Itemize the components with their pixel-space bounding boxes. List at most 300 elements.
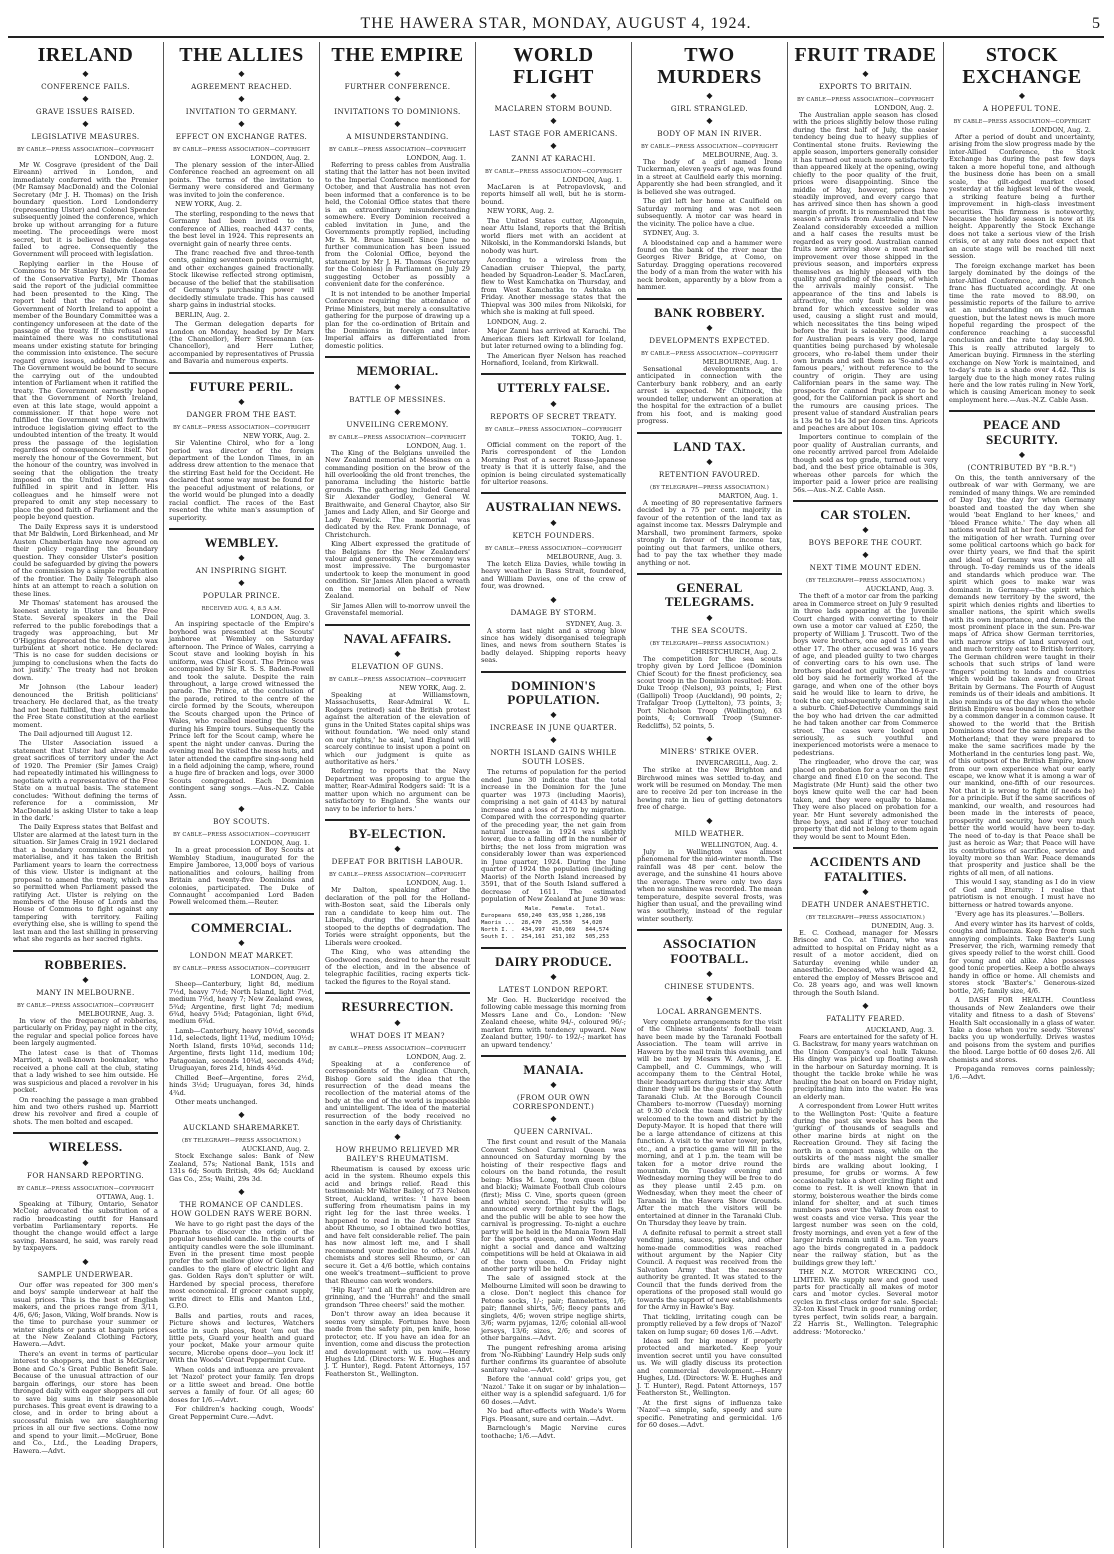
divider-diamond-icon: ◆ xyxy=(82,974,89,984)
divider-diamond-icon: ◆ xyxy=(550,735,557,745)
dateline: MELBOURNE, Aug. 3. xyxy=(78,1009,154,1018)
dateline: OTTAWA, Aug. 1. xyxy=(96,1192,154,1201)
article-subheading: MACLAREN STORM BOUND. xyxy=(494,104,613,113)
article-subheading: GIRL STRANGLED. xyxy=(670,104,749,113)
dateline: LONDON, Aug. 1. xyxy=(406,879,466,888)
divider-diamond-icon: ◆ xyxy=(862,550,869,560)
article xyxy=(325,624,470,814)
article-paragraph: The sterling, responding to the news that Germany had been invited to the conference of Allies, reached 4437 cents, the best level in 1924. This represents an overnight gain of nearly three cents. xyxy=(169,209,314,248)
divider-diamond-icon: ◆ xyxy=(862,886,869,896)
article-paragraph: The Dail adjourned till August 12. xyxy=(19,729,133,738)
article-headline: PEACE AND SECURITY. xyxy=(983,417,1061,447)
article-subheading: HOW RHEUMO RELIEVED MR BAILEY'S RHEUMATISM. xyxy=(335,1144,460,1163)
cable-credit: BY CABLE—PRESS ASSOCIATION—COPYRIGHT xyxy=(641,144,778,150)
article-paragraph: According to a wireless from the Canadian cruiser Thiepval, the party, headed by Squadron-Leader S. MacLaren, flew to West Kamchatka on Thursday, and from West Kamchatka to Ashtaka on Friday. Another message states that the Thiepval was 300 miles from Nikolski, for which she is making at full speed. xyxy=(481,256,626,317)
dateline: LONDON, Aug. 2. xyxy=(1031,126,1091,134)
article-paragraph: The ringleader, who drove the car, was placed on probation for a year on the first charge and fined £10 on the second. The Magistrate (Mr Hunt) said the other two boys knew quite well the car had been taken, and they were equally to blame. They were also placed on probation for a year. Mr Hunt severely admonished the three boys, and said if they ever touched property that did not belong to them again they would be sent to Mount Eden. xyxy=(793,758,938,841)
divider-diamond-icon: ◆ xyxy=(550,517,557,527)
divider-diamond-icon: ◆ xyxy=(550,594,557,604)
article-paragraph: King Albert expressed the gratitude of the Belgians for the New Zealanders' valour and generosity. The ceremony was most impressive. The burgomaster undertook to keep the monument in good condition. Sir James Allen placed a wreath on the memorial on behalf of New Zealand. xyxy=(325,540,470,601)
article xyxy=(637,573,782,730)
article-subheading: (FROM OUR OWN CORRESPONDENT.) xyxy=(512,1093,595,1112)
article-paragraph: The theft of a motor car from the parking area in Commerce street on July 9 resulted in three lads appearing at the Juvenile Court charged with converting to their own use a motor car valued at £250, the property of William J. Truscott. Two of the boys were brothers, one aged 15 and the other 17. The other accused was 16 years of age, and pleaded guilty to two charges of converting cars to his own use. The brothers pleaded not guilty. The 16-year-old boy said he formerly worked at the garage, and when one of the other boys said he would like to learn to drive, he took the car, subsequently abandoning it in a suburb. Chief-Detective Cummings said the boy who had driven the car admitted he had taken another car from Commerce street. The cases were looked upon seriously, as such youthful and inexperienced motorists were a menace to pedestrians. xyxy=(793,592,938,757)
article-paragraph: On this, the tenth anniversary of the outbreak of war with Germany, we are reminded of many things. We are reminded of Day Day, the day for when Germany boasted and toasted the day when she would 'beat England to her knees,' and 'bleed France white.' The day when all nations would fall at her feet and plead for the mitigation of her wrath. Turning over some political cartoons which go back for over thirty years, we find that the spirit and ideal of Germany was the same all through. To-day reminds us of the ideals and standards which produce war. The spirit which goes to make war was dominant in Germany—the spirit which demands new territory by the sword, the spirit which denies rights and liberties to smaller nations, the spirit which swells with its own importance, and demands the most prominent place in the sun. Pre-war maps of Africa show German territories, with narrow strips of land surveyed out, and much territory east to British territory. The German children were taught in their schools that such strips of land were 'fingers' pointing to lands and countries which would be taken away from Great Britain by Germans. The Fourth of August reminds us of their ideals and ambitions. It also reminds us of the day when the whole British Empire was bound in close together by a common danger in a common cause. It showed to the world that the British Dominions stood for the same ideals as the Motherland; that they were prepared to make the same sacrifices made by the Motherland in the centuries long past. We, of this outpost of the British Empire, know from our own experience what our early escape, we know what it is among a war of our mankind, one-fifth of our resources. Not that it is wrong to fight (if needs be) for a principle. But if the same sacrifices of mankind, our wealth, and resources had been made in the interests of peace, prosperity and security, how very much better the world would have been to-day. The need of to-day is that Peace shall be just as heroic as War; that Peace will have its contributions of sacrifice, service and loyalty more so than War. Peace demands that prosperity and justice shall be the rights of all men, of all nations. xyxy=(949,473,1095,877)
article-subheading: (CONTRIBUTED BY "B.R.") xyxy=(967,462,1077,472)
article-paragraph: Barnclough's Magic Nervine cures toothache; 1/6.—Advt. xyxy=(481,1424,626,1440)
article-paragraph: 'Every age has its pleasures.'—Bollers. xyxy=(955,910,1085,919)
divider-diamond-icon: ◆ xyxy=(706,91,713,100)
article-paragraph: NEW YORK, Aug. 2. xyxy=(175,200,243,209)
cable-credit: BY CABLE—PRESS ASSOCIATION—COPYRIGHT xyxy=(173,966,310,973)
dateline: WELLINGTON, Aug. 4. xyxy=(700,840,778,849)
article-paragraph: The sale of assigned stock at the Melbourne Limited will soon be drawing to a close. Don't neglect this chance for Petone socks, 1/-; pair; flannelettes, 1/6; pair; flannel shirts, 5/6; fleecy pants and singlets, 4/6; woven stripe neglige shirts, 3/6; warm pyjamas, 12/6; colonial all-wool jerseys, 13/6; sizes, 2/6; and scores of other bargains.—Advt. xyxy=(481,1274,626,1343)
article-paragraph: Chilled Beef—Argentine, fores 2½d, hinds 3½d; Uruguayan, fores 3d, hinds 4¾d. xyxy=(169,1073,314,1097)
masthead xyxy=(8,8,1104,38)
dateline: NEW YORK, Aug. 2. xyxy=(242,432,310,441)
article-paragraph: The Ulster Association issued a statement that Ulster had already made great sacrifices of territory under the Act of 1920. The Premier (Sir James Craig) had repeatedly intimated his willingness to negotiate with a representative of the Free State on a mutual basis. The statement concludes: 'Without defining the terms of reference for a commission, Mr MacDonald is asking Ulster to take a leap in the dark.' xyxy=(13,739,158,822)
column-7 xyxy=(944,42,1100,1548)
divider-diamond-icon: ◆ xyxy=(550,398,557,408)
divider-diamond-icon: ◆ xyxy=(82,119,89,128)
divider-diamond-icon: ◆ xyxy=(706,993,713,1003)
article-paragraph: And every winter has its harvest of colds, coughs and influenza. Keep free from such annoying complaints. Take Baxter's Lung Preserver, the rich, warming remedy that gives speedy relief to the worst chill. Good for young and old alike. Also possesses good tonic properties. Keep a bottle always handy in office or home. All chemists and stores stock 'Baxter's.' Generous-sized bottle, 2/6; family size, 4/6. xyxy=(949,919,1095,995)
divider-diamond-icon: ◆ xyxy=(238,553,245,563)
divider-diamond-icon: ◆ xyxy=(706,734,713,744)
article-subheading: CHINESE STUDENTS. xyxy=(664,981,755,991)
article-headline: FRUIT TRADE xyxy=(794,44,937,66)
article-paragraph: Mr W. Cosgrave (president of the Dail Eireann) arrived in London, and immediately conferred with the Premier (Mr Ramsay MacDonald) and the Colonial Secretary (Mr J. H. Thomas) on the Irish boundary question. Lord Londonderry (representing Ulster) and Colonel Spender subsequently joined the conference, which broke up without arranging for a future meeting. The proceedings were most secret, but it is believed the delegates failed to agree. Consequently the Government will proceed with legislation. xyxy=(13,161,158,259)
dateline: AUCKLAND, Aug. 3. xyxy=(865,585,934,594)
article-paragraph: The girl left her home at Caulfield on Saturday morning and was not seen subsequently. A motor car was heard in the vicinity. The police have a clue. xyxy=(637,197,782,228)
dateline: LONDON, Aug. 1. xyxy=(406,154,466,162)
article-headline: WORLD FLIGHT xyxy=(513,44,594,88)
divider-diamond-icon: ◆ xyxy=(238,1187,245,1197)
column-4 xyxy=(476,42,632,1548)
article-paragraph: The Daily Express states that Belfast and Ulster are alarmed at the latest turn in the situation. Sir James Craig in 1921 declared that a boundary commission could not materialise, and it has taken the British Parliament years to learn the correctness of this view. Ulster is indignant at the proposal to amend the treaty, which was so permitted when Parliament passed the ratifying Act. Ulster is relying on the members of the House of Lords and the House of Commons to fight against any tampering with territory. Failing everything else, she is willing to spend the last man and the last shilling in preserving what she regards as her sacred rights. xyxy=(13,823,158,944)
divider-diamond-icon: ◆ xyxy=(238,69,245,78)
article-paragraph: Mr Thomas' statement has aroused the keenest anxiety in Ulster and the Free State. Several speakers in the Dail referred to the public forebodings that a tragedy was approaching, but Mr O'Higgins deprecated the tendency to wax turbulent at short notice. He declared: 'This is no case for sudden decisions or jumping to conclusions when the facts do not justify.' The treaty had not broken down. xyxy=(13,599,158,682)
article-paragraph: Sensational developments are anticipated in connection with the Canterbury bank robbery, and an early arrest is expected. Mr Chitnock, the wounded teller, underwent an operation at the hospital for the extraction of a bullet from his foot, and is making good progress. xyxy=(637,365,782,426)
article-headline: ASSOCIATION FOOTBALL. xyxy=(662,936,757,966)
article-paragraph: Referring to reports that the Navy Department was proposing to argue the matter, Rear-Admiral Rodgers said: 'It is a matter upon which no argument can be satisfactory to England. She wants our navy to be inferior to hers.' xyxy=(325,767,470,813)
cable-credit: (BY TELEGRAPH—PRESS ASSOCIATION.) xyxy=(650,484,769,491)
article xyxy=(169,804,314,907)
article-headline: DOMINION'S POPULATION. xyxy=(507,677,600,708)
article-subheading: EFFECT ON EXCHANGE RATES. xyxy=(175,132,308,141)
article xyxy=(637,432,782,567)
article xyxy=(325,44,470,350)
article-paragraph: Speaking at Tilbury, Ontario, Senator McCoig advocated the substitution of a radio broadcasting outfit for Hansard verbatim Parliamentary reports. He thought the change would effect a large saving. Hansard, he said, was rarely read by taxpayers. xyxy=(13,1199,158,1253)
cable-credit: BY CABLE—PRESS ASSOCIATION—COPYRIGHT xyxy=(953,119,1091,125)
article-subheading: AGREEMENT REACHED. xyxy=(191,82,292,91)
divider-diamond-icon: ◆ xyxy=(82,94,89,103)
cable-credit: BY CABLE—PRESS ASSOCIATION—COPYRIGHT xyxy=(329,872,466,879)
article xyxy=(481,44,626,367)
article xyxy=(481,1055,626,1440)
divider-diamond-icon: ◆ xyxy=(238,1110,245,1120)
article-paragraph: It is not intended to be another Imperial Conference requiring the attendance of Prime Ministers, but merely a consultative gathering for the purpose of drawing up a plan for the co-ordination of Britain and the Dominions in foreign and inter-Imperial affairs as differentiated from domestic politics. xyxy=(325,289,470,350)
dateline: CHRISTCHURCH, Aug. 2. xyxy=(690,647,778,656)
article-paragraph: There's an event in terms of particular interest to shoppers, and that is McGruer, Bone and Co.'s Great Public Benefit Sale. Because of the unusual attraction of our bargain offerings, our store has been thronged daily with eager shoppers all out to save big sums in their seasonable purchases. This great event is drawing to a close, and in order to bring about a successful finish we are slaughtering prices in all our five sections. Come now and spend to your limit.—McGruer, Bone and Co., Ltd., the Leading Drapers, Hawera.—Advt. xyxy=(13,1349,158,1455)
divider-diamond-icon: ◆ xyxy=(394,119,401,128)
article-subheading: SAMPLE UNDERWEAR. xyxy=(37,1269,134,1279)
divider-diamond-icon: ◆ xyxy=(1018,449,1026,459)
article-headline: WEMBLEY. xyxy=(204,535,279,551)
article-paragraph: A definite refusal to permit a street stall vending jams, sauces, pickles, and other home-made commodities was reached without argument by the Napier City Council. A request was received from the Salvation Army that the necessary authority be granted. It was stated to the Council that the funds derived from the operations of the proposed stall would go towards the support of new establishments for the Army in Hawke's Bay. xyxy=(637,1228,782,1312)
cable-credit: BY CABLE—PRESS ASSOCIATION—COPYRIGHT xyxy=(485,169,622,175)
divider-diamond-icon: ◆ xyxy=(238,804,245,814)
article-paragraph: Sheep—Canterbury, light 8d, medium 7½d, heavy 7½d; North Island, light 7½d, medium 7½d, heavy 7; New Zealand ewes, 5¾d; Argentine, first light 7d; medium 6¾d, heavy 5¾d; Patagonian, light 6¾d, medium 6¾d. xyxy=(169,980,314,1026)
article-subheading: BOY SCOUTS. xyxy=(213,817,270,827)
article xyxy=(637,734,782,812)
article-subheading: EXPORTS TO BRITAIN. xyxy=(818,82,913,91)
article-subheading: DAMAGE BY STORM. xyxy=(510,607,597,617)
article-paragraph: MacLaren is at Petropavlovsk, and reports himself all well, but he is storm-bound. xyxy=(481,183,626,206)
article-headline: GENERAL TELEGRAMS. xyxy=(664,580,755,610)
column-3 xyxy=(320,42,476,1548)
article-headline: WIRELESS. xyxy=(48,1139,123,1155)
dateline: MELBOURNE, Aug. 3. xyxy=(546,552,622,561)
article-headline: DAIRY PRODUCE. xyxy=(495,953,612,969)
dateline: SYDNEY, Aug. 3. xyxy=(565,619,622,628)
article-subheading: INVITATIONS TO DOMINIONS. xyxy=(334,107,461,116)
article-subheading: LOCAL ARRANGEMENTS. xyxy=(656,1006,763,1016)
article-paragraph: A meeting of 80 representative farmers decided by a 75 per cent. majority in favour of the retention of the land tax as against income tax. Messrs Dalrymple and Marshall, two prominent farmers, spoke strongly in favour of the income tax, pointing out that farmers, unlike others, had to pay the tax whether they made anything or not. xyxy=(637,498,782,567)
article-paragraph: Other meats unchanged. xyxy=(175,1097,258,1106)
article-subheading: ELEVATION OF GUNS. xyxy=(351,661,444,671)
article-subheading: MANY IN MELBOURNE. xyxy=(36,987,135,997)
column-5 xyxy=(632,42,788,1548)
article-headline: IRELAND xyxy=(37,44,134,66)
article-headline: ACCIDENTS AND FATALITIES. xyxy=(809,854,922,884)
article-paragraph: E. C. Coxhead, manager for Messrs Briscoe and Co. at Timaru, who was admitted to hospital on Friday night as a result of a motor accident, died on Saturday evening while under an anaesthetic. Deceased, who was aged 42, entered the employ of Messrs Briscoe and Co. 28 years ago, and was well known through the South Island. xyxy=(793,928,938,997)
divider-diamond-icon: ◆ xyxy=(394,1017,401,1027)
article-paragraph: In a great procession of Boy Scouts at Wembley Stadium, inaugurated for the Empire Jamboree, 13,000 boys of various nationalities and colours, hailing from Britain and twenty-five Dominions and colonies, participated. The Duke of Connaught accompanied Lord Baden Powell welcomed them.—Reuter. xyxy=(169,846,314,907)
divider-diamond-icon: ◆ xyxy=(238,938,245,948)
article-subheading: POPULAR PRINCE. xyxy=(202,591,281,601)
article-paragraph: The first count and result of the Manaia Convent School Carnival Queen was announced on Saturday morning by the hoisting of their respective flags and colours on the band rotunda, the result being: Miss M. Long, town queen (blue and black); Waimate Football Club colours (first); Miss C. Vine, sports queen (green and white) second. The results will be announced every fortnight by the flags, and the public will be able to see how the carnival is progressing. To-night a euchre party will be held in the Manaia Town Hall for the sports queen, and on Wednesday night a social and dance and waltzing competitions will be held at Okaiawa in aid of the town queen. On Friday night another party will be held. xyxy=(481,1138,626,1274)
article-subheading: BATTLE OF MESSINES. xyxy=(349,394,446,404)
divider-diamond-icon: ◆ xyxy=(238,578,245,588)
cable-credit: BY CABLE—PRESS ASSOCIATION—COPYRIGHT xyxy=(17,147,154,153)
article xyxy=(481,373,626,486)
article-paragraph: Don't throw away an idea because it seems very simple. Fortunes have been made from the safety pin, pen knife, hose protector, etc. If you have an idea for an invention, come and discuss the protection and development with us now.—Henry Hughes Ltd. (Directors: W. E. Hughes and J. T. Hunter), Regd. Patent Attorneys, 157 Featherston St., Wellington. xyxy=(325,1310,470,1378)
article-paragraph: Rheumatism is caused by excess uric acid in the system. Rheumo expels this acid and brings relief. Read this testimonial: Mr Walter Bailey, of 73 Nelson Street, Auckland, writes: 'I have been suffering from rheumatism pains in my right leg for the last three weeks. I happened to read in the Auckland Star about Rheumo, so I obtained two bottles, and have felt considerable relief. The pain has now almost left me, and I shall recommend your medicine to others.' All chemists and stores sell Rheumo, or can secure it. Get a 4/6 bottle, which contains one week's treatment—sufficient to prove that Rheumo can work wonders. xyxy=(325,1164,470,1285)
divider-diamond-icon: ◆ xyxy=(394,94,401,103)
divider-diamond-icon: ◆ xyxy=(706,968,713,978)
article-headline: UTTERLY FALSE. xyxy=(497,380,610,396)
article-subheading: QUEEN CARNIVAL. xyxy=(513,1127,594,1137)
dateline: NEW YORK, Aug. 2. xyxy=(398,683,466,692)
article-paragraph: NEW YORK, Aug. 2. xyxy=(487,207,555,216)
article-paragraph: Replying earlier in the House of Commons to Mr Stanley Baldwin (Leader of the Conservative Party), Mr Thomas said the report of the judicial committee had been presented to the King. The report held that the refusal of the Government of North Ireland to appoint a member of the Boundary Committee was a contingency unforeseen at the date of the passage of the treaty. If this refusal was maintained there was no constitutional means under existing statute for bringing the commission into existence. The secure regard grave issues, added Mr Thomas. The Government would be bound to secure the carrying out of the undoubted intention of Parliament when it ratified the treaty. The Government earnestly hoped that the Government of North Ireland, even at this late stage, would appoint a commissioner. If that hope were not fulfilled the Government would forthwith introduce legislation giving effect to the undoubted intention of the treaty. It would press the passage of the legislation regardless of consequences to itself. Not merely the honour of the Government, but the honour of the country, was involved in seeing that the obligation the treaty imposed on the United Kingdom was fulfilled in spirit and in letter. His colleagues and he himself were not prepared to omit any step necessary to place the good faith of Parliament and the people beyond question. xyxy=(13,259,158,522)
cable-credit: BY CABLE—PRESS ASSOCIATION—COPYRIGHT xyxy=(17,1185,154,1192)
article-headline: TWO MURDERS xyxy=(657,44,762,88)
article-paragraph: The German delegation departs for London on Monday, headed by Dr Marx (the Chancellor), Herr Stresemann (ex-Chancellor), and Herr Luther, accompanied by representatives of Prussia and Bavaria and numerous experts. xyxy=(169,320,314,366)
page-number: 5 xyxy=(1092,15,1100,32)
divider-diamond-icon: ◆ xyxy=(862,525,869,535)
article-paragraph: For children's hacking cough, Woods' Great Peppermint Cure.—Advt. xyxy=(169,1405,314,1421)
article-subheading: THE ROMANCE OF CANDLES. HOW GOLDEN RAYS WERE BORN. xyxy=(171,1200,312,1219)
article-paragraph: SYDNEY, Aug. 3. xyxy=(643,229,700,238)
article-headline: ROBBERIES. xyxy=(44,956,127,972)
divider-diamond-icon: ◆ xyxy=(862,69,869,78)
article-subheading: DEFEAT FOR BRITISH LABOUR. xyxy=(331,857,464,867)
article-paragraph: An inspiring spectacle of the Empire's boyhood was presented at the Scouts' jamboree at Wembley on Saturday afternoon. The Prince of Wales, carrying a Scout stave and looking boyish in his uniform, was Chief Scout. The Prince was accompanied by Sir R. S. S. Baden-Powell and took the salute. Despite the rain throughout, a large crowd witnessed the parade. The Prince, at the conclusion of the parade, retired to the centre of the circle formed by the Scouts, whereupon the Scouts charged upon the Prince of Wales, who recalled meeting the Scouts during his Empire tours. Subsequently the Prince left for the Scout camp, where he spent the night under canvas. During the evening meal he visited the mess huts, and later attended the campfire sing-song held in a field adjoining the camp, where, round a huge fire of bracken and logs, over 3000 Scouts congregated. Each Dominion contingent sang songs.—Aus.-N.Z. Cable Assn. xyxy=(169,620,314,800)
article xyxy=(13,1132,158,1252)
divider-diamond-icon: ◆ xyxy=(706,456,713,466)
population-table: Male. Female. Total. Europeans 650,240 635,958 1,286,198 Maoris ... 28,470 25,550 54,020 North I. . 434,997 410,069 844,574 South I. . 254,161 251,102 505,253 xyxy=(481,905,609,940)
article-paragraph: The Australian apple season has closed with the prices slightly below those ruling during the first half of July, the easier tendency being due to heavy supplies of Continental stone fruits. Reviewing the apple season, importers generally consider it has turned out much more satisfactorily than appeared likely at the opening, owing chiefly to the poor quality of the fruit, prices were disappointing. Since the middle of May, however, prices have steadily improved, and every cargo that has arrived since then has shown a good margin of profit. It is remembered that the season's arrivals from Australia and New Zealand considerably exceeded a million and a half cases the results must be regarded as very good. Australian canned fruits now arriving show a most marked improvement over those shipped in the previous season, and importers express themselves as highly pleased with the quality and grading of the pears, of which the arrivals mainly consist. The appearance of the tins and labels is attractive, the only fault being in one brand for which excessive solder was used, causing a slight rust and mould, which necessitates the tins being wiped before the fruit is saleable. The demand for Australian pears is very good, large quantities being purchased by wholesale grocers, who re-label them under their own brands and sell them as 'So-and-so's famous pears,' without reference to the country of origin. They are using Californian pears in the same way. The prospects for canned fruit appear to be good, for the Californian pack is short and the rumours are causing prices. The present value of standard Australian pears is 13s 9d to 14s 3d per dozen tins. Apricots and peaches are about 10s. xyxy=(793,111,938,433)
article xyxy=(325,992,470,1127)
divider-diamond-icon: ◆ xyxy=(706,116,713,125)
article-paragraph: July in Wellington was almost phenomenal for the mid-winter month. The rainfall was 48 per cent. below the average, and the sunshine 41 hours above the average. There were only two days when no sunshine was recorded. The mean temperature, despite several frosts, was higher than usual, and the prevailing wind was southerly, instead of the regular winter southerly. xyxy=(637,847,782,923)
article xyxy=(325,356,470,617)
article-paragraph: 'Hip Ray!' 'and all the grandchildren are grinning, and the 'Hurrah!' and the small grandson 'Three cheers!' said the mother. xyxy=(325,1285,470,1309)
article-paragraph: BERLIN, Aug. 2. xyxy=(175,310,230,319)
divider-diamond-icon: ◆ xyxy=(394,1131,401,1141)
article-paragraph: The King of the Belgians unveiled the New Zealand memorial at Messines on a commanding position on the brow of the hill overlooking the old front trenches, the panorama including the historic battle grounds. The gathering included General Sir Alexander Godley, General W. Braithwaite, and General Chaytor, also Sir James and Lady Allen, and Sir George and Lady Fenwick. The memorial was dedicated by the Rev. Frank Donnage, of Christchurch. xyxy=(325,448,470,539)
dateline: AUCKLAND, Aug. 2. xyxy=(241,1145,310,1154)
cable-credit: (BY TELEGRAPH—PRESS ASSOCIATION.) xyxy=(182,1138,301,1145)
article-headline: MEMORIAL. xyxy=(356,363,439,379)
article-paragraph: Major Zanni has arrived at Karachi. The American fliers left Kirkwall for Iceland, but later returned owing to a blinding fog. xyxy=(481,327,626,351)
divider-diamond-icon: ◆ xyxy=(550,141,557,150)
article-paragraph: Mr Geo. H. Buckeridge received the following cable message this morning from Messrs Lane and Co., London: 'New Zealand cheese, white 94/-, coloured 96/-; market firm with tendency upward. New Zealand butter, 190/- to 192/-; market has an upward tendency.' xyxy=(481,995,626,1049)
divider-diamond-icon: ◆ xyxy=(238,94,245,103)
article-headline: LAND TAX. xyxy=(673,438,746,454)
article-paragraph: Before the 'annual cold' grips you, get 'Nazol.' Take it on sugar or by inhalation—either way is a splendid safeguard. 1/6 for 60 doses.—Advt. xyxy=(481,1375,626,1406)
article-paragraph: Very complete arrangements for the visit of the Chinese students' football team have been made by the Taranaki Football Association. The team will arrive in Hawera by the mail train this evening, and will be met by Messrs W. Adams, J. E. Campbell, and C. Cummings, who will accompany them to the Central Hotel, their headquarters during their stay. After dinner they will be the guests of the South Taranaki Club. At the Borough Council Chambers to-morrow (Tuesday) morning at 9.30 o'clock the team will be publicly welcomed to the town and district by the Deputy-Mayor. It is hoped that there will be a large attendance of citizens at this function. A visit to the water tower, parks, etc., and a practice game will fill in the morning, and at 1 p.m. the team will be taken for a motor drive round the mountain. On Tuesday evening and Wednesday morning they will be free to do as they please until 2.45 p.m. on Wednesday, when they meet the cheer of Taranaki in the Hawera Show Grounds. After the match the visitors will be entertained at dinner in the Taranaki Club. On Thursday they leave by train. xyxy=(637,1017,782,1228)
article-paragraph: The latest case is that of Thomas Marriott, a well-known bookmaker, who received a phone call at the club, stating that a lady wished to see him outside. He was suspicious and placed a revolver in his pocket. xyxy=(13,1048,158,1095)
dateline: AUCKLAND, Aug. 3. xyxy=(865,1026,934,1035)
article xyxy=(169,372,314,522)
article-headline: THE EMPIRE xyxy=(331,44,464,66)
article xyxy=(169,528,314,800)
article-paragraph: The Daily Express says it is understood that Mr Baldwin, Lord Birkenhead, and Mr Austen Chamberlain have now agreed on their policy regarding the boundary question. They consider Ulster's position could be safeguarded by giving the powers of the commission by a simple rectification of the frontier. The Daily Telegraph also hints at an attempt to reach a solution on these lines. xyxy=(13,522,158,598)
article-paragraph: Stock Exchange sales: Bank of New Zealand, 57s; National Bank, 151s and 131s 6d; South British, 49s 6d; Auckland Gas Co., 25s; Waihi, 29s 3d. xyxy=(169,1152,314,1183)
article-paragraph: The American flyer Nelson has reached Hornafiord, Iceland, from Kirkwall. xyxy=(481,351,626,367)
article-subheading: AN INSPIRING SIGHT. xyxy=(195,566,288,576)
article xyxy=(481,947,626,1049)
article-subheading: BOYS BEFORE THE COURT. xyxy=(808,538,923,548)
dateline: INVERCARGILL, Aug. 2. xyxy=(695,759,778,768)
article-paragraph: Ideas sell for big money if properly protected and marketed. Keep your invention secret until you have consulted us. We will gladly discuss its protection and commercial development.—Henry Hughes, Ltd. (Directors: W. E. Hughes and J. T. Hunter), Regd. Patent Attorneys, 157 Featherston St., Wellington. xyxy=(637,1337,782,1398)
article-paragraph: A DASH FOR HEALTH. Countless thousands of New Zealanders owe their vitality and fitness to a dash of Stevens' Health Salt occasionally in a glass of water. Take a dose when you're seedy. 'Stevens' backs you up wonderfully. Drives wastes and poisons from the system and purifies the blood. Large bottle of 60 doses 2/6. All chemists and stores. xyxy=(949,996,1095,1064)
divider-diamond-icon: ◆ xyxy=(862,1001,869,1011)
article-subheading: GRAVE ISSUES RAISED. xyxy=(35,107,136,116)
article xyxy=(637,929,782,1429)
article-paragraph: We have to go right past the days of the Pharaohs to discover the origin of the popular household candle. In the courts of antiquity candles were the sole illuminant. Even in the present time most people prefer the soft mellow glow of Golden Ray candles to the glare of electric light and gas. Golden Rays don't splutter or wilt. Hardened by special process, therefore most economical. If grocer cannot supply, write direct to Ellis and Manton Ltd., G.P.O. xyxy=(169,1220,314,1311)
article-paragraph: The competition for the sea scouts trophy given by Lord Jellicoe (Dominion Chief Scout) for the finest proficiency, sea scout troop in the Dominion resulted: Hon. Duke Troop (Nelson), 93 points, 1; First (Gallipoli) Troop (Auckland), 90 points, 2; Trafalgar Troop (Lyttelton), 73 points, 3; Port Nicholson Troop (Wellington), 63 points, 4; Cornwall Troop (Sumner-Redcliffs), 52 points, 5. xyxy=(637,654,782,730)
article-paragraph: A bloodstained cap and a hammer were found on the bank of the river near the Georges River Bridge, at Como, on Saturday. Dragging operations recovered the body of a man from the water with his neck broken, apparently by a blow from a hammer. xyxy=(637,238,782,292)
article-paragraph: Mr Johnson (the Labour leader) denounced the British politicians' treachery. He declared that, as the treaty had not been fulfilled, they should remake the Free State constitution at the earliest moment. xyxy=(13,683,158,729)
article-headline: STOCK EXCHANGE xyxy=(962,44,1082,88)
article-subheading: REPORTS OF SECRET TREATY. xyxy=(490,411,617,421)
article-subheading: DANGER FROM THE EAST. xyxy=(186,410,297,420)
article-subheading: BODY OF MAN IN RIVER. xyxy=(657,129,762,138)
column-1 xyxy=(8,42,164,1548)
column-2 xyxy=(164,42,320,1548)
article-paragraph: Importers continue to complain of the poor quality of Australian currants, and one recently arrived parcel from Adelaide though sold as top grade, turned out very bad, and the best price obtainable is 30s, whereas other parcels for which the importer paid a lower price are realising 56s.—Aus.-N.Z. Cable Assn. xyxy=(793,433,938,494)
cable-credit: BY CABLE—PRESS ASSOCIATION—COPYRIGHT xyxy=(329,676,466,683)
article-subheading: LATEST LONDON REPORT. xyxy=(498,984,609,994)
dateline: LONDON, Aug. 2. xyxy=(874,104,934,112)
dateline: MELBOURNE, Aug. 1. xyxy=(702,358,778,366)
cable-credit: BY CABLE—PRESS ASSOCIATION—COPYRIGHT xyxy=(173,832,310,839)
cable-credit: BY CABLE—PRESS ASSOCIATION—COPYRIGHT xyxy=(173,147,310,153)
divider-diamond-icon: ◆ xyxy=(394,648,401,658)
article-subheading: INCREASE IN JUNE QUARTER. xyxy=(489,723,618,733)
article-subheading: DEATH UNDER ANAESTHETIC. xyxy=(801,899,930,909)
article xyxy=(169,1110,314,1183)
article-paragraph: Fears are entertained for the safety of H. G. Backstraw, for many years watchman on the Union Company's coal hulk Takune. His dinghy was picked up floating awash in the harbour on Saturday morning. It is thought the tackle broke while he was hauling the boat on board on Friday night, precipitating him into the water. He was an elderly man. xyxy=(793,1033,938,1101)
article-paragraph: Official comment on the report of the Paris correspondent of the London Morning Post of a secret Russo-Japanese treaty is that it is utterly false, and the opinion is being circulated systematically for ulterior reasons. xyxy=(481,440,626,486)
columns xyxy=(8,42,1104,1548)
article-headline: THE ALLIES xyxy=(179,44,304,66)
cable-credit: BY CABLE—PRESS ASSOCIATION—COPYRIGHT xyxy=(641,351,778,357)
cable-credit: BY CABLE—PRESS ASSOCIATION—COPYRIGHT xyxy=(173,425,310,432)
article-headline: CAR STOLEN. xyxy=(820,507,911,523)
article-paragraph: Speaking at Williamstown, Massachusetts, Rear-Admiral W. L. Rodgers (retired) said the British protest against the alteration of the elevation of guns in the United States capital ships was without foundation. 'We need only stand on our rights,' he said, 'and England will scarcely continue to insist upon a point on which our judgment is quite as authoritative as hers.' xyxy=(325,690,470,766)
article-paragraph: Sir Valentine Chirol, who for a long period was director of the foreign department of the London Times, in an address drew attention to the menace that the stirring East held for the Occident. He declared that some way must be found for the peaceful adjustment of relations, or the world would be plunged into a deadly racial conflict. The races of the East resented the white man's assumption of superiority. xyxy=(169,439,314,522)
article-subheading: UNVEILING CEREMONY. xyxy=(346,419,449,429)
article-paragraph: Speaking at a conference of correspondents of the Anglican Church, Bishop Gore said the idea that the resurrection of the dead means the recollection of the material atoms of the body at the end of the world is impossible and unintelligent. The idea of the material resurrection of the body received no sanction in the early days of Christianity. xyxy=(325,1059,470,1128)
article-paragraph: In view of the frequency of robberies, particularly on Friday, pay night in the city, the regular and special police forces have been largely augmented. xyxy=(13,1016,158,1048)
dateline: LONDON, Aug. 3. xyxy=(250,613,310,622)
article-paragraph: On reaching the passage a man grabbed him and two others rushed up. Marriott drew his revolver and fired a couple of shots. The men bolted and escaped. xyxy=(13,1095,158,1126)
cable-credit: (BY TELEGRAPH—PRESS ASSOCIATION.) xyxy=(806,914,925,921)
article xyxy=(637,298,782,426)
article xyxy=(949,44,1095,404)
divider-diamond-icon: ◆ xyxy=(550,1114,557,1124)
divider-diamond-icon: ◆ xyxy=(550,91,557,100)
article-subheading: DEVELOPMENTS EXPECTED. xyxy=(649,336,770,345)
article-subheading: THE SEA SCOUTS. xyxy=(671,625,748,635)
article-headline: COMMERCIAL. xyxy=(190,919,293,935)
article-paragraph: The pungent refreshing aroma arising from 'No-Rubbing' Laundry Help suds only further confirms its guarantee of absolute sanitary value.—Advt. xyxy=(481,1343,626,1374)
article-paragraph: Propaganda removes corns painlessly; 1/6.—Advt. xyxy=(949,1065,1095,1081)
article-headline: MANAIA. xyxy=(523,1062,584,1078)
article-subheading: LAST STAGE FOR AMERICANS. xyxy=(489,129,618,138)
divider-diamond-icon: ◆ xyxy=(550,710,557,720)
article-paragraph: Our offer was repeated for 300 men's and boys' sample underwear at half the usual prices. This is the best of English makers, and the prices range from 3/11, 4/6, 6/6; Jason, Viking, Wolf brands. Now is the time to purchase your summer or winter singlets or pants at bargain prices at the New Zealand Clothing Factory, Hawera.—Advt. xyxy=(13,1280,158,1349)
divider-diamond-icon: ◆ xyxy=(82,69,89,78)
article-paragraph: This would I say, standing as I do in view of God and Eternity: I realise that patriotism is not enough. I must have no bitterness or hatred towards anyone. xyxy=(949,878,1095,909)
article-paragraph: That tickling, irritating cough can be promptly relieved by a few drops of 'Nazol' taken on lump sugar; 60 doses 1/6.—Advt. xyxy=(637,1312,782,1336)
divider-diamond-icon: ◆ xyxy=(394,381,401,391)
dateline: MELBOURNE, Aug. 3. xyxy=(702,151,778,159)
article-paragraph: Sir James Allen will to-morrow unveil the Gravenstafel memorial. xyxy=(325,601,470,618)
divider-diamond-icon: ◆ xyxy=(550,971,557,981)
article-paragraph: The ketch Eliza Davies, while towing in heavy weather in Bass Strait, foundered, and William Davies, one of the crew of four, was drowned. xyxy=(481,559,626,591)
article xyxy=(169,44,314,366)
article xyxy=(13,44,158,944)
article xyxy=(481,492,626,590)
article-paragraph: LONDON, Aug. 2. xyxy=(487,317,547,326)
article-subheading: MINERS' STRIKE OVER. xyxy=(659,747,760,757)
divider-diamond-icon: ◆ xyxy=(706,323,713,332)
dateline: LONDON, Aug. 2. xyxy=(250,973,310,982)
article-subheading: LEGISLATIVE MEASURES. xyxy=(31,132,140,141)
article-headline: NAVAL AFFAIRS. xyxy=(343,630,452,646)
article-subheading: CONFERENCE FAILS. xyxy=(41,82,130,91)
cable-credit: BY CABLE—PRESS ASSOCIATION—COPYRIGHT xyxy=(329,1045,466,1052)
article-subheading: LONDON MEAT MARKET. xyxy=(189,951,294,961)
article xyxy=(793,500,938,841)
article-subheading: A HOPEFUL TONE. xyxy=(982,104,1062,113)
article xyxy=(637,44,782,292)
article xyxy=(793,1001,938,1336)
cable-credit: BY CABLE—PRESS ASSOCIATION—COPYRIGHT xyxy=(329,147,466,153)
article xyxy=(325,819,470,986)
divider-diamond-icon: ◆ xyxy=(82,1157,89,1167)
article-subheading: WHAT DOES IT MEAN? xyxy=(350,1030,445,1040)
article-paragraph: Lamb—Canterbury, heavy 10½d, seconds 11d, selecteds, light 11¾d, medium 10½d; North Island, firsts 10¾d, seconds 11d; Argentine, firsts light 11d, medium 10d; Patagonian, seconds 10¾d, seconds 4¾d; Uruguayan, fores 21d, hinds 4¾d. xyxy=(169,1026,314,1073)
divider-diamond-icon: ◆ xyxy=(550,1080,557,1090)
divider-diamond-icon: ◆ xyxy=(550,116,557,125)
article-headline: RESURRECTION. xyxy=(341,999,454,1015)
article-paragraph: Mr Dalton, speaking after the declaration of the poll for the Holland-with-Boston seat, said the Liberals only ran a candidate to keep him out. The Liberals, during the campaign, had stooped to the depths of degradation. The Tories were straight opponents, but the Liberals were crooked. xyxy=(325,886,470,947)
masthead-title: THE HAWERA STAR, MONDAY, AUGUST 4, 1924. xyxy=(360,15,752,32)
article-headline: BY-ELECTION. xyxy=(349,826,446,842)
column-6 xyxy=(788,42,944,1548)
article-paragraph: The strike at the New Brighton and Birchwood mines was settled to-day, and work will be resumed on Monday. The men are to receive 2d per ton increase in the hewing rate in lieu of getting detonators free of charge. xyxy=(637,766,782,812)
article-paragraph: The body of a girl named Irene Tuckerman, eleven years of age, was found in a street at Caulfield early this morning. Apparently she had been strangled, and it is believed she was outraged. xyxy=(637,158,783,196)
article xyxy=(13,950,158,1127)
article-paragraph: The foreign exchange market has been largely dominated by the doings of the inter-Allied Conference, and the French franc has fluctuated accordingly. At one time the rate moved to 88.90, on pessimistic reports of the failure to arrive at an understanding on the German question, but the latest news is much more hopeful regarding the prospect of the conference reaching a successful conclusion and the rate today is 84.90. This is really attributed largely to American buying. Firmness in the sterling exchange on New York is maintained, and to-day's rate is a shade over 4.42. This is largely due to the high money rates ruling here and the low rates ruling in New York, which is causing American money to seek employment here.—Aus.-N.Z. Cable Assn. xyxy=(949,261,1095,404)
article xyxy=(793,44,938,494)
dateline: LONDON, Aug. 2. xyxy=(250,154,310,162)
divider-diamond-icon: ◆ xyxy=(706,612,713,622)
dateline: LONDON, Aug. 2. xyxy=(94,154,154,162)
divider-diamond-icon: ◆ xyxy=(394,406,401,416)
divider-diamond-icon: ◆ xyxy=(394,844,401,854)
dateline: DUNEDIN, Aug. 3. xyxy=(871,921,934,930)
article-paragraph: Balls and parties, routs and races, Picture shows and lectures, Watchers settle in such places, Rout 'em out the little pets, Guard your health and guard your pocket, Make your armour quite secure, Microbe opens door—you lock it! With the Woods' Great Peppermint Cure. xyxy=(169,1311,314,1365)
article-paragraph: A storm last night and a strong blow since has widely disorganised telegraph lines, and news from southern States is badly delayed. Shipping reports heavy seas. xyxy=(481,626,626,665)
divider-diamond-icon: ◆ xyxy=(238,119,245,128)
article-headline: AUSTRALIAN NEWS. xyxy=(485,499,622,515)
cable-credit: BY CABLE—PRESS ASSOCIATION—COPYRIGHT xyxy=(329,434,466,441)
article xyxy=(13,1257,158,1455)
article-subheading: AUCKLAND SHAREMARKET. xyxy=(183,1123,300,1133)
article xyxy=(793,847,938,997)
cable-credit: (BY TELEGRAPH—PRESS ASSOCIATION.) xyxy=(806,578,925,585)
dateline: TOKIO, Aug. 1. xyxy=(571,433,622,442)
cable-credit: BY CABLE—PRESS ASSOCIATION—COPYRIGHT xyxy=(485,426,622,433)
dateline: LONDON, Aug. 1. xyxy=(562,176,622,184)
dateline: LONDON, Aug. 1. xyxy=(406,441,466,450)
article-paragraph: The plenary session of the inter-Allied Conference reached an agreement on all points. The terms of the invitation to Germany were considered and Germany was invited to join the conference. xyxy=(169,161,314,199)
article-headline: BANK ROBBERY. xyxy=(654,304,765,320)
article-subheading: A MISUNDERSTANDING. xyxy=(346,132,449,141)
article-subheading: ZANNI AT KARACHI. xyxy=(511,154,596,163)
article-paragraph: After a period of doubt and uncertainty, arising from the slow progress made by the inter-Allied Conference, the Stock Exchange has during the past few days taken a more hopeful tone, and although the business done has been on a small scale, the gilt-edged market closed yesterday at the highest level of the week, a striking feature being a further improvement in high-class investment securities. This firmness is noteworthy, because the holiday season is now at its height. Apparently the Stock Exchange does not take a serious view of the Irish crisis, or at any rate does not expect that an acute stage will be reached till next session. xyxy=(949,133,1095,261)
article-paragraph: Referring to press cables from Australia stating that the latter has not been invited to the Imperial Conference mentioned for October, and that Australia has not even been informed that a conference is to be held, the Colonial Office states that there is an extraordinary misunderstanding somewhere. Every Dominion received a cabled invitation in June, and the Governments promptly replied, including Mr S. M. Bruce himself. Since June no further communication has been issued from the Colonial Office, beyond the statement by Mr J. H. Thomas (Secretary for the Colonies) in Parliament on July 29 suggesting October as possibly a convenient date for the conference. xyxy=(325,161,470,289)
cable-credit: BY CABLE—PRESS ASSOCIATION—COPYRIGHT xyxy=(485,545,622,552)
article-subheading: FOR HANSARD REPORTING. xyxy=(26,1170,145,1180)
article-paragraph: No bad after-effects with Wade's Worm Figs. Pleasant, sure and certain.—Advt. xyxy=(481,1407,626,1423)
article xyxy=(481,595,626,665)
article-subheading: MILD WEATHER. xyxy=(674,828,745,838)
divider-diamond-icon: ◆ xyxy=(1018,91,1026,100)
divider-diamond-icon: ◆ xyxy=(82,1256,89,1266)
article-subheading: FURTHER CONFERENCE. xyxy=(344,82,451,91)
article-subheading: KETCH FOUNDERS. xyxy=(512,530,595,540)
article xyxy=(637,816,782,924)
cable-credit: RECEIVED AUG. 4, 8.5 A.M. xyxy=(201,606,282,613)
